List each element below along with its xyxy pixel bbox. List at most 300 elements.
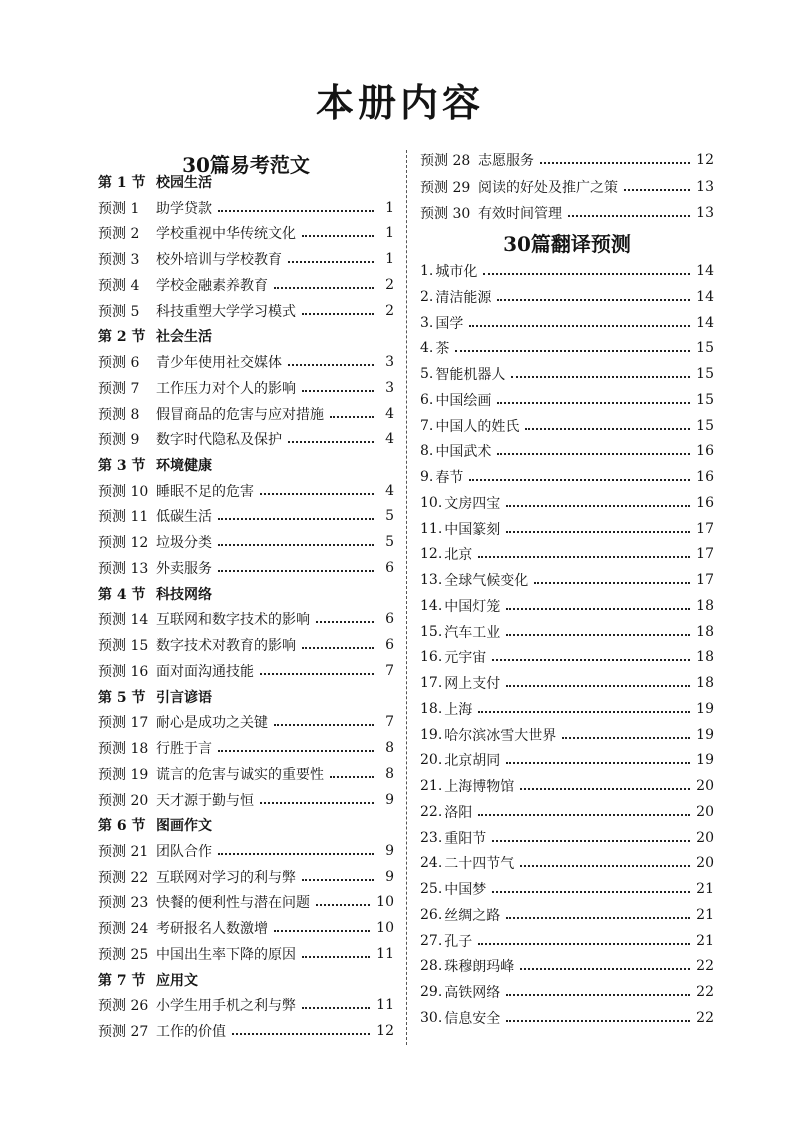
entry-title: 中国出生率下降的原因 [156, 947, 296, 963]
entry-title: 国学 [435, 316, 464, 332]
entry-title: 二十四节气 [444, 856, 515, 872]
page-number: 16 [696, 443, 714, 459]
page-number: 19 [696, 727, 714, 743]
page-number: 5 [385, 534, 394, 550]
entry-title: 低碳生活 [156, 509, 212, 525]
dot-leader [506, 608, 690, 610]
page-number: 15 [696, 418, 714, 434]
toc-entry[interactable] [420, 698, 714, 720]
entry-number: 19. [420, 727, 443, 743]
dot-leader [274, 724, 374, 726]
toc-entry[interactable] [98, 274, 394, 296]
entry-number: 24. [420, 855, 443, 871]
page-title: 本册内容 [315, 80, 484, 125]
toc-entry[interactable] [420, 260, 714, 282]
entry-number: 17. [420, 675, 443, 691]
dot-leader [302, 235, 374, 237]
page-number: 9 [385, 843, 394, 859]
entry-number: 27. [420, 933, 443, 949]
toc-entry[interactable] [98, 505, 394, 527]
section-heading [98, 814, 212, 836]
dot-leader [469, 479, 690, 481]
toc-entry[interactable] [98, 480, 394, 502]
page-number: 22 [696, 984, 714, 1000]
entry-number: 30. [420, 1010, 443, 1026]
entry-title: 茶 [435, 341, 450, 357]
toc-entry[interactable] [98, 608, 394, 630]
toc-entry[interactable] [420, 801, 714, 823]
toc-entry[interactable] [98, 789, 394, 811]
page-number: 10 [376, 920, 394, 936]
toc-entry[interactable] [98, 866, 394, 888]
page-number: 21 [696, 933, 714, 949]
entry-number: 23. [420, 830, 443, 846]
entry-number: 29. [420, 984, 443, 1000]
entry-number: 2. [420, 289, 434, 305]
entry-title: 互联网对学习的利与弊 [156, 870, 296, 886]
entry-number: 预测 25 [98, 947, 149, 963]
page-number: 11 [376, 997, 394, 1013]
page-number: 12 [376, 1023, 394, 1039]
page-number: 15 [696, 392, 714, 408]
entry-number: 预测 9 [98, 432, 140, 448]
toc-entry[interactable] [420, 176, 714, 198]
page-number: 3 [385, 354, 394, 370]
section-title: 应用文 [156, 973, 198, 989]
toc-entry[interactable] [98, 300, 394, 322]
entry-title: 工作压力对个人的影响 [156, 381, 296, 397]
entry-title: 孔子 [444, 934, 473, 950]
entry-title: 行胜于言 [156, 741, 212, 757]
entry-number: 预测 21 [98, 844, 149, 860]
entry-number: 预测 7 [98, 381, 140, 397]
dot-leader [302, 647, 374, 649]
entry-title: 互联网和数字技术的影响 [156, 612, 310, 628]
toc-entry[interactable] [420, 981, 714, 1003]
toc-entry[interactable] [420, 389, 714, 411]
entry-number: 预测 23 [98, 895, 149, 911]
toc-entry[interactable] [420, 312, 714, 334]
section-number: 第 5 节 [98, 690, 146, 706]
entry-title: 睡眠不足的危害 [156, 484, 254, 500]
entry-number: 8. [420, 443, 434, 459]
page-number: 18 [696, 624, 714, 640]
page-number: 19 [696, 752, 714, 768]
entry-title: 全球气候变化 [444, 573, 529, 589]
dot-leader [218, 518, 374, 520]
entry-title: 中国人的姓氏 [435, 419, 520, 435]
entry-number: 5. [420, 366, 434, 382]
entry-title: 上海博物馆 [444, 779, 515, 795]
section-number: 第 4 节 [98, 587, 146, 603]
entry-title: 耐心是成功之关键 [156, 715, 268, 731]
dot-leader [497, 402, 690, 404]
dot-leader [218, 544, 374, 546]
entry-number: 22. [420, 804, 443, 820]
section-heading [98, 686, 212, 708]
toc-entry[interactable] [98, 943, 394, 965]
dot-leader [534, 582, 690, 584]
entry-number: 预测 4 [98, 278, 140, 294]
entry-title: 谎言的危害与诚实的重要性 [156, 767, 324, 783]
page-number: 1 [385, 225, 394, 241]
entry-title: 工作的价值 [156, 1024, 226, 1040]
dot-leader [506, 634, 690, 636]
entry-title: 垃圾分类 [156, 535, 212, 551]
dot-leader [302, 1007, 370, 1009]
section-title: 图画作文 [156, 818, 212, 834]
toc-entry[interactable] [420, 440, 714, 462]
entry-title: 科技重塑大学学习模式 [156, 304, 296, 320]
toc-entry[interactable] [98, 840, 394, 862]
toc-entry[interactable] [420, 930, 714, 952]
dot-leader [520, 865, 690, 867]
entry-title: 阅读的好处及推广之策 [478, 180, 618, 196]
page-number: 11 [376, 946, 394, 962]
toc-entry[interactable] [420, 852, 714, 874]
entry-title: 校外培训与学校教育 [156, 252, 282, 268]
entry-title: 中国武术 [435, 444, 492, 460]
page-number: 14 [696, 289, 714, 305]
toc-entry[interactable] [420, 202, 714, 224]
entry-title: 志愿服务 [478, 153, 534, 169]
entry-number: 11. [420, 521, 443, 537]
entry-title: 重阳节 [444, 831, 487, 847]
entry-title: 清洁能源 [435, 290, 492, 306]
dot-leader [274, 930, 370, 932]
page-number: 19 [696, 701, 714, 717]
entry-title: 北京胡同 [444, 753, 501, 769]
toc-entry[interactable] [420, 595, 714, 617]
dot-leader [483, 273, 690, 275]
entry-title: 中国灯笼 [444, 599, 501, 615]
entry-number: 1. [420, 263, 434, 279]
section-number: 第 6 节 [98, 818, 146, 834]
dot-leader [478, 814, 690, 816]
dot-leader [506, 531, 690, 533]
page-number: 2 [385, 303, 394, 319]
entry-number: 预测 13 [98, 561, 149, 577]
page-number: 16 [696, 469, 714, 485]
entry-number: 6. [420, 392, 434, 408]
page-number: 3 [385, 380, 394, 396]
entry-number: 16. [420, 649, 443, 665]
toc-entry[interactable] [98, 634, 394, 656]
dot-leader [506, 505, 690, 507]
column-divider [406, 150, 407, 1045]
entry-title: 面对面沟通技能 [156, 664, 254, 680]
toc-entry[interactable] [98, 428, 394, 450]
entry-number: 25. [420, 881, 443, 897]
entry-number: 预测 8 [98, 407, 140, 423]
dot-leader [288, 441, 374, 443]
dot-leader [260, 493, 374, 495]
toc-entry[interactable] [98, 1020, 394, 1042]
toc-entry[interactable] [420, 466, 714, 488]
toc-entry[interactable] [98, 891, 394, 913]
entry-title: 智能机器人 [435, 367, 506, 383]
toc-entry[interactable] [98, 222, 394, 244]
entry-number: 预测 24 [98, 921, 149, 937]
essays-heading: 30篇易考范文 [182, 153, 310, 177]
entry-title: 学校重视中华传统文化 [156, 226, 296, 242]
entry-number: 预测 15 [98, 638, 149, 654]
entry-number: 10. [420, 495, 443, 511]
entry-number: 13. [420, 572, 443, 588]
section-title: 科技网络 [156, 587, 212, 603]
entry-title: 上海 [444, 702, 473, 718]
page-number: 18 [696, 598, 714, 614]
page-number: 5 [385, 508, 394, 524]
dot-leader [506, 685, 690, 687]
entry-title: 天才源于勤与恒 [156, 793, 254, 809]
entry-number: 预测 18 [98, 741, 149, 757]
entry-number: 15. [420, 624, 443, 640]
entry-title: 春节 [435, 470, 464, 486]
toc-entry[interactable] [420, 775, 714, 797]
entry-title: 青少年使用社交媒体 [156, 355, 282, 371]
dot-leader [260, 673, 374, 675]
entry-number: 预测 28 [420, 153, 471, 169]
page-number: 7 [385, 714, 394, 730]
dot-leader [274, 287, 374, 289]
dot-leader [330, 416, 374, 418]
toc-entry[interactable] [420, 749, 714, 771]
dot-leader [478, 943, 690, 945]
page-number: 2 [385, 277, 394, 293]
entry-title: 城市化 [435, 264, 478, 280]
page-number: 17 [696, 521, 714, 537]
entry-number: 预测 5 [98, 304, 140, 320]
dot-leader [302, 956, 370, 958]
entry-number: 预测 22 [98, 870, 149, 886]
dot-leader [478, 556, 690, 558]
toc-entry[interactable] [420, 1007, 714, 1029]
page-number: 1 [385, 251, 394, 267]
entry-number: 预测 14 [98, 612, 149, 628]
entry-number: 预测 3 [98, 252, 140, 268]
page-number: 4 [385, 483, 394, 499]
entry-title: 文房四宝 [444, 496, 501, 512]
toc-entry[interactable] [420, 415, 714, 437]
page-number: 1 [385, 200, 394, 216]
page-number: 20 [696, 804, 714, 820]
dot-leader [624, 189, 690, 191]
page-number: 18 [696, 649, 714, 665]
entry-title: 洛阳 [444, 805, 473, 821]
entry-title: 有效时间管理 [478, 206, 562, 222]
section-title: 校园生活 [156, 175, 212, 191]
entry-number: 预测 16 [98, 664, 149, 680]
toc-entry[interactable] [420, 492, 714, 514]
dot-leader [218, 210, 374, 212]
toc-entry[interactable] [98, 377, 394, 399]
entry-title: 中国篆刻 [444, 522, 501, 538]
toc-entry[interactable] [420, 646, 714, 668]
dot-leader [469, 325, 690, 327]
page-number: 21 [696, 881, 714, 897]
page-number: 9 [385, 869, 394, 885]
toc-entry[interactable] [420, 724, 714, 746]
dot-leader [232, 1033, 370, 1035]
toc-entry[interactable] [420, 518, 714, 540]
page-number: 21 [696, 907, 714, 923]
dot-leader [478, 711, 690, 713]
entry-title: 团队合作 [156, 844, 212, 860]
entry-title: 丝绸之路 [444, 908, 501, 924]
toc-entry[interactable] [98, 557, 394, 579]
entry-title: 快餐的便利性与潜在问题 [156, 895, 310, 911]
entry-number: 预测 12 [98, 535, 149, 551]
section-heading [98, 583, 212, 605]
entry-title: 元宇宙 [444, 650, 487, 666]
page-number: 4 [385, 406, 394, 422]
entry-number: 18. [420, 701, 443, 717]
toc-entry[interactable] [420, 621, 714, 643]
entry-number: 预测 1 [98, 201, 140, 217]
entry-title: 北京 [444, 547, 473, 563]
page-number: 9 [385, 792, 394, 808]
entry-title: 助学贷款 [156, 201, 212, 217]
page-number: 15 [696, 366, 714, 382]
toc-entry[interactable] [98, 197, 394, 219]
dot-leader [497, 453, 690, 455]
page-number: 17 [696, 546, 714, 562]
entry-number: 28. [420, 958, 443, 974]
entry-title: 数字技术对教育的影响 [156, 638, 296, 654]
page-number: 20 [696, 855, 714, 871]
section-heading [98, 454, 212, 476]
section-title: 引言谚语 [156, 690, 212, 706]
dot-leader [316, 621, 374, 623]
toc-entry[interactable] [98, 531, 394, 553]
toc-entry[interactable] [420, 149, 714, 171]
section-number: 第 2 节 [98, 329, 146, 345]
dot-leader [568, 215, 690, 217]
toc-entry[interactable] [420, 672, 714, 694]
toc-entry[interactable] [98, 917, 394, 939]
section-number: 第 1 节 [98, 175, 146, 191]
toc-entry[interactable] [420, 543, 714, 565]
dot-leader [492, 840, 690, 842]
entry-title: 信息安全 [444, 1011, 501, 1027]
entry-number: 预测 17 [98, 715, 149, 731]
toc-entry[interactable] [420, 955, 714, 977]
entry-title: 哈尔滨冰雪大世界 [444, 728, 557, 744]
dot-leader [302, 390, 374, 392]
page-number: 6 [385, 637, 394, 653]
toc-entry[interactable] [98, 403, 394, 425]
page-number: 8 [385, 766, 394, 782]
entry-number: 预测 20 [98, 793, 149, 809]
toc-entry[interactable] [420, 569, 714, 591]
entry-title: 考研报名人数激增 [156, 921, 268, 937]
toc-entry[interactable] [420, 363, 714, 385]
entry-number: 预测 2 [98, 226, 140, 242]
entry-title: 汽车工业 [444, 625, 501, 641]
dot-leader [218, 570, 374, 572]
page-number: 13 [696, 179, 714, 195]
section-title: 社会生活 [156, 329, 212, 345]
entry-number: 预测 29 [420, 180, 471, 196]
page-number: 12 [696, 152, 714, 168]
dot-leader [506, 762, 690, 764]
dot-leader [492, 891, 690, 893]
dot-leader [288, 364, 374, 366]
dot-leader [288, 261, 374, 263]
page-number: 15 [696, 340, 714, 356]
dot-leader [302, 879, 374, 881]
toc-entry[interactable] [420, 337, 714, 359]
page-number: 20 [696, 830, 714, 846]
page-number: 8 [385, 740, 394, 756]
entry-number: 26. [420, 907, 443, 923]
toc-entry[interactable] [420, 878, 714, 900]
toc-entry[interactable] [420, 827, 714, 849]
dot-leader [520, 968, 690, 970]
entry-number: 3. [420, 315, 434, 331]
toc-entry[interactable] [98, 711, 394, 733]
entry-number: 预测 6 [98, 355, 140, 371]
dot-leader [562, 737, 690, 739]
section-number: 第 3 节 [98, 458, 146, 474]
page-number: 7 [385, 663, 394, 679]
toc-entry[interactable] [420, 286, 714, 308]
page-number: 6 [385, 560, 394, 576]
entry-title: 高铁网络 [444, 985, 501, 1001]
dot-leader [506, 994, 690, 996]
page-number: 17 [696, 572, 714, 588]
toc-entry[interactable] [420, 904, 714, 926]
toc-entry[interactable] [98, 737, 394, 759]
entry-title: 中国梦 [444, 882, 487, 898]
entry-number: 预测 30 [420, 206, 471, 222]
page-number: 22 [696, 1010, 714, 1026]
toc-entry[interactable] [98, 351, 394, 373]
entry-number: 预测 19 [98, 767, 149, 783]
toc-entry[interactable] [98, 248, 394, 270]
toc-entry[interactable] [98, 994, 394, 1016]
dot-leader [330, 776, 374, 778]
toc-entry[interactable] [98, 763, 394, 785]
entry-number: 9. [420, 469, 434, 485]
toc-entry[interactable] [98, 660, 394, 682]
dot-leader [260, 802, 374, 804]
section-heading [98, 969, 198, 991]
dot-leader [506, 917, 690, 919]
entry-title: 网上支付 [444, 676, 501, 692]
dot-leader [302, 313, 374, 315]
dot-leader [218, 853, 374, 855]
dot-leader [520, 788, 690, 790]
entry-title: 学校金融素养教育 [156, 278, 268, 294]
page-number: 16 [696, 495, 714, 511]
dot-leader [540, 162, 690, 164]
entry-number: 预测 11 [98, 509, 149, 525]
entry-number: 20. [420, 752, 443, 768]
section-title: 环境健康 [156, 458, 212, 474]
entry-number: 14. [420, 598, 443, 614]
entry-title: 中国绘画 [435, 393, 492, 409]
entry-number: 7. [420, 418, 434, 434]
dot-leader [511, 376, 690, 378]
page-number: 14 [696, 263, 714, 279]
entry-number: 12. [420, 546, 443, 562]
entry-number: 预测 26 [98, 998, 149, 1014]
page-number: 22 [696, 958, 714, 974]
entry-number: 预测 10 [98, 484, 149, 500]
entry-number: 4. [420, 340, 434, 356]
